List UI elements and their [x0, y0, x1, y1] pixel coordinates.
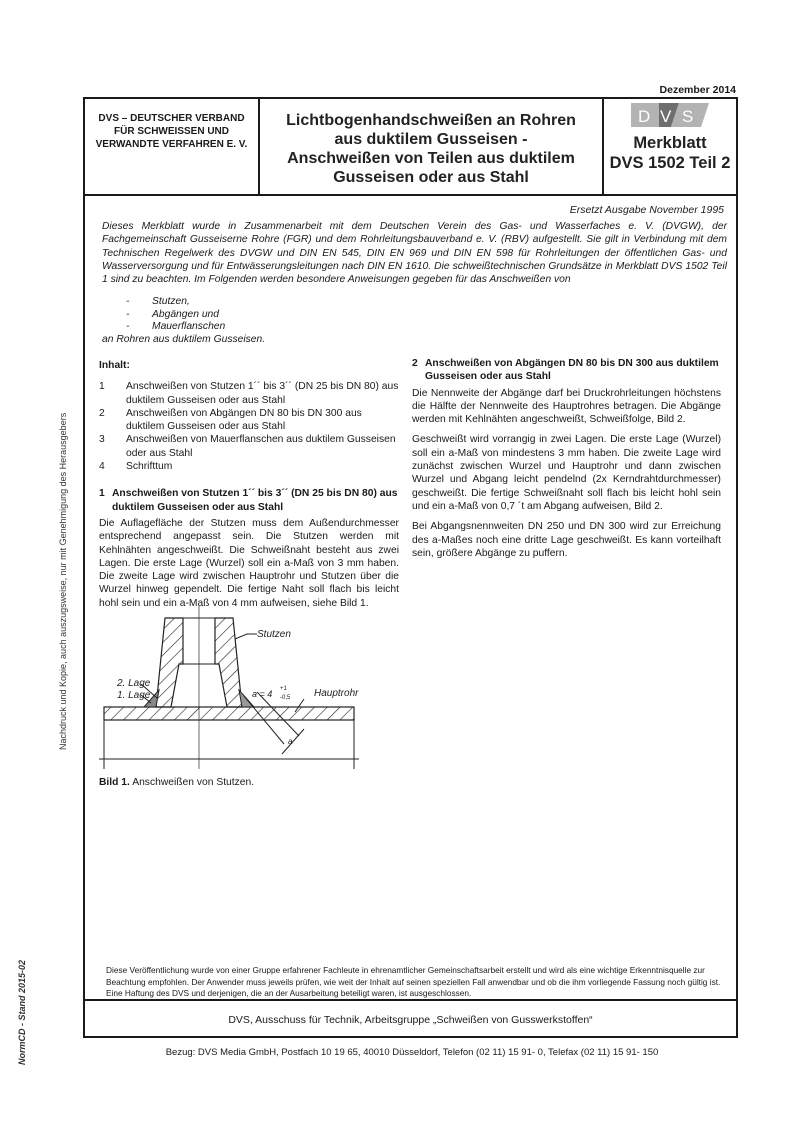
- publication-date: Dezember 2014: [659, 84, 736, 96]
- list-item: - Mauerflanschen: [126, 321, 226, 332]
- replaces-edition: Ersetzt Ausgabe November 1995: [569, 204, 724, 216]
- dvs-logo: [631, 103, 709, 127]
- list-item: - Abgängen und: [126, 308, 219, 320]
- svg-text:2. Lage: 2. Lage: [117, 678, 151, 689]
- committee-line: DVS, Ausschuss für Technik, Arbeitsgruppe „Schweißen von Gusswerkstoffen“: [228, 1014, 593, 1026]
- intro-tail: an Rohren aus duktilem Gusseisen.: [102, 333, 266, 345]
- svg-text:D: D: [638, 107, 651, 126]
- section-1-heading: 1 Anschweißen von Stutzen 1´´ bis 3´´ (DN 25 bis DN 80) aus duktilem Gusseisen oder aus Stahl: [99, 488, 398, 513]
- copyright-side-note: Nachdruck und Kopie, auch auszugsweise, nur mit Genehmigung des Herausgebers: [58, 412, 68, 750]
- document-header: [85, 99, 736, 196]
- normcd-stamp: NormCD - Stand 2015-02: [17, 959, 27, 1065]
- svg-text:a: a: [288, 737, 293, 746]
- svg-text:V: V: [660, 107, 672, 126]
- organization-name: DVS – DEUTSCHER VERBAND FÜR SCHWEISSEN UND VERWANDTE VERFAHREN E. V.: [85, 99, 260, 194]
- weld-stub-drawing-icon: [99, 604, 369, 779]
- toc-item: 1 Anschweißen von Stutzen 1´´ bis 3´´ (DN 25 bis DN 80) aus duktilem Gusseisen oder aus Stahl: [99, 381, 399, 406]
- svg-text:Stutzen: Stutzen: [257, 629, 291, 640]
- doc-type: Merkblatt: [633, 134, 707, 152]
- table-of-contents: [99, 380, 399, 473]
- doc-number: DVS 1502 Teil 2: [609, 154, 731, 172]
- section-2-paragraph: Bei Abgangsnennweiten DN 250 und DN 300 wird zur Erreichung des a-Maßes noch eine dritte Lage geschweißt. Es kann vorteilhaft sein, größere Abgänge zu puffern.: [412, 521, 721, 559]
- svg-text:+1: +1: [280, 686, 287, 692]
- list-item: - Stutzen,: [126, 296, 190, 307]
- disclaimer: Diese Veröffentlichung wurde von einer Gruppe erfahrener Fachleute in ehrenamtlicher Gemeinschaftsarbeit erstellt und wird als eine wichtige Erkenntnisquelle zur Beachtung empfohlen. Der Anwender muss jeweils prüfen, wie weit der Inhalt auf seinen speziellen Fall anwendbar und ob die ihm vorliegende Fassung noch gültig ist. Eine Haftung des DVS und derjenigen, die an der Ausarbeitung beteiligt waren, ist ausgeschlossen.: [106, 965, 721, 998]
- section-2-heading: 2 Anschweißen von Abgängen DN 80 bis DN 300 aus duktilem Gusseisen oder aus Stahl: [412, 358, 719, 383]
- svg-text:1. Lage: 1. Lage: [117, 690, 151, 701]
- toc-item: 4 Schrifttum: [99, 461, 173, 473]
- dvs-logo-icon: [631, 103, 709, 127]
- document-title: Lichtbogenhandschweißen an Rohren aus duktilem Gusseisen - Anschweißen von Teilen aus duktilem Gusseisen oder aus Stahl: [260, 99, 604, 194]
- right-column: [412, 357, 721, 567]
- section-2-paragraph: Die Nennweite der Abgänge darf bei Druckrohrleitungen höchstens die Hälfte der Nennweite des Hauptrohres betragen. Die Abgänge werden mit Kehlnähten angeschweißt, Schweißfolge, Bild 2.: [412, 387, 721, 426]
- svg-text:Hauptrohr: Hauptrohr: [314, 688, 359, 699]
- left-column: [99, 359, 399, 617]
- document-frame: [83, 97, 738, 1038]
- section-2-paragraph: Geschweißt wird vorrangig in zwei Lagen. Die erste Lage (Wurzel) soll ein a-Maß von mindestens 3 mm haben. Die zweite Lage wird zunächst zwischen Wurzel und Hauptrohr und dann zwischen Wurzel und Abgang leicht pendelnd (2x Kerndrahtdurchmesser) geschweißt. Die fertige Schweißnaht soll flach bis leicht hohl sein und ein a-Maß von 0,7 ´t am Abgang aufweisen, Bild 2.: [412, 434, 721, 512]
- ordering-info: Bezug: DVS Media GmbH, Postfach 10 19 65, 40010 Düsseldorf, Telefon (02 11) 15 91- 0, Telefax (02 11) 15 91- 150: [165, 1047, 659, 1058]
- section-1-paragraph: Die Auflagefläche der Stutzen muss dem Außendurchmesser entsprechend angepasst sein. Die Stutzen werden mit Kehlnähten angeschweißt. Die Schweißnaht besteht aus zwei Lagen. Die erste Lage (Wurzel) soll ein a-Maß von 3 mm haben. Die zweite Lage wird zwischen Hauptrohr und Stutzen über die Wurzel hinweg gependelt. Die fertige Naht soll flach bis leicht hohl sein und ein a-Maß von 4 mm aufweisen, siehe Bild 1.: [99, 517, 399, 609]
- svg-text:-0,5: -0,5: [280, 695, 291, 701]
- toc-item: 2 Anschweißen von Abgängen DN 80 bis DN 300 aus duktilem Gusseisen oder aus Stahl: [99, 407, 362, 433]
- svg-text:a = 4: a = 4: [252, 689, 273, 699]
- toc-title: Inhalt:: [99, 360, 130, 371]
- figure-1-drawing: [99, 604, 359, 784]
- toc-item: 3 Anschweißen von Mauerflanschen aus duktilem Gusseisen oder aus Stahl: [99, 434, 396, 459]
- document-id-block: [604, 99, 736, 194]
- svg-text:S: S: [682, 107, 694, 126]
- figure-1-caption: Bild 1. Anschweißen von Stutzen.: [99, 777, 255, 788]
- intro-list: [102, 296, 265, 346]
- intro-paragraph: Dieses Merkblatt wurde in Zusammenarbeit mit dem Deutschen Verein des Gas- und Wasserfaches e. V. (DVGW), der Fachgemeinschaft Gusseiserne Rohre (FGR) und dem Rohrleitungsbauverband e. V. (RBV) aufgestellt. Sie gilt in Verbindung mit dem Technischen Regelwerk des DVGW und DIN EN 545, DIN EN 969 und DIN EN 598 für Rohrleitungen der öffentlichen Gas- und Wasserversorgung und für Entwässerungsleitungen nach DIN EN 1610. Die schweißtechnischen Grundsätze in Merkblatt DVS 1502 Teil 1 sind zu beachten. Im Folgenden werden besondere Anweisungen gegeben für das Anschweißen von: [102, 221, 727, 286]
